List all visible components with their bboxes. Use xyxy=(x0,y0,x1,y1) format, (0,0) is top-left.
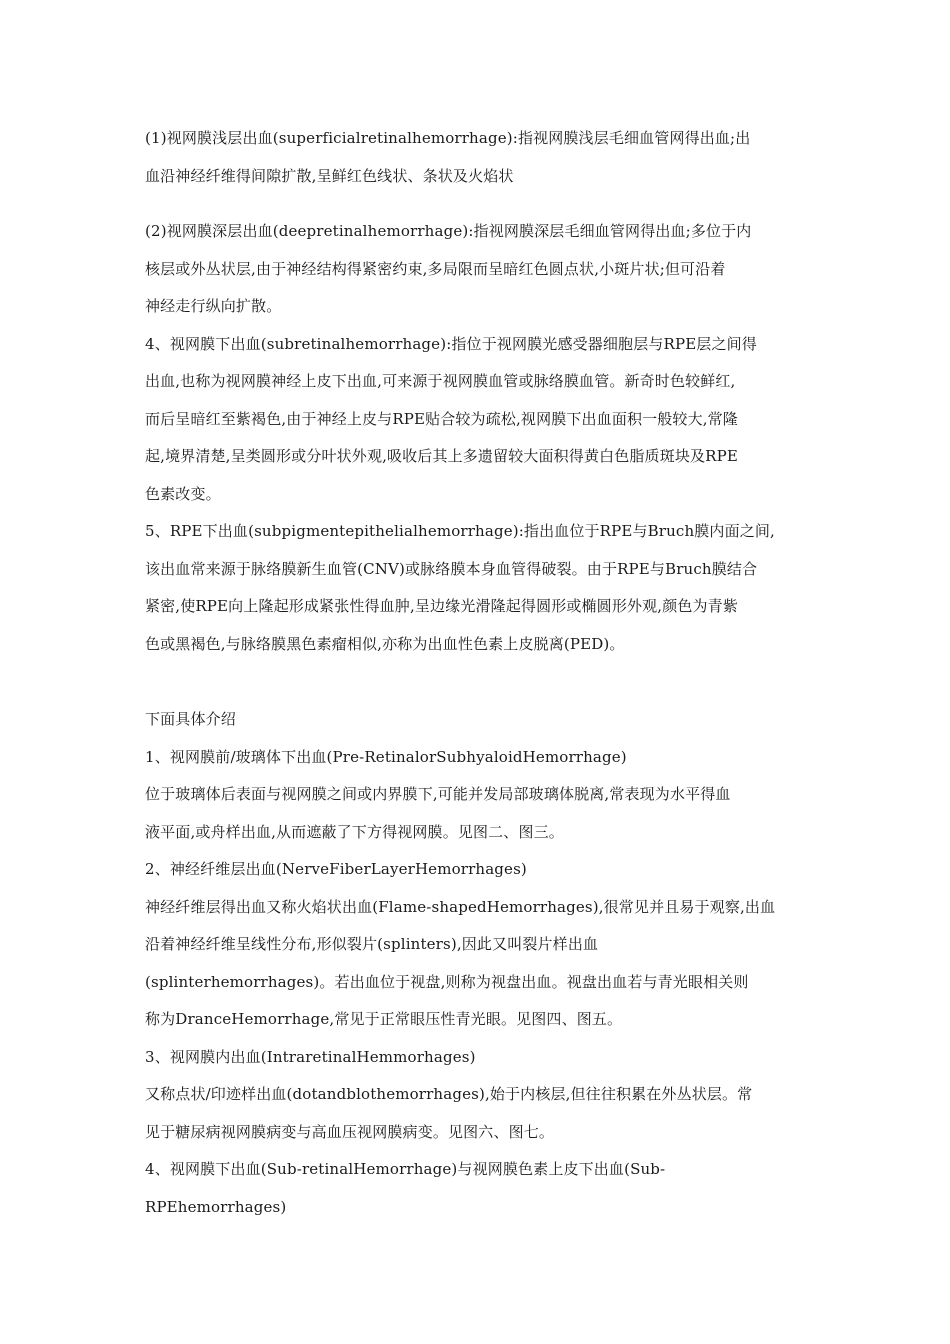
text-line: 色或黑褐色,与脉络膜黑色素瘤相似,亦称为出血性色素上皮脱离(PED)。 xyxy=(145,634,625,653)
text-line: RPEhemorrhages) xyxy=(145,1197,287,1216)
text-line: 而后呈暗红至紫褐色,由于神经上皮与RPE贴合较为疏松,视网膜下出血面积一般较大,常隆 xyxy=(145,409,738,428)
text-line: 5、RPE下出血(subpigmentepithelialhemorrhage):指出血位于RPE与Bruch膜内面之间, xyxy=(145,522,775,540)
text-line: 起,境界清楚,呈类圆形或分叶状外观,吸收后其上多遗留较大面积得黄白色脂质斑块及RPE xyxy=(145,447,738,465)
text-line: 出血,也称为视网膜神经上皮下出血,可来源于视网膜血管或脉络膜血管。新奇时色较鲜红, xyxy=(145,372,736,390)
text-line: 称为DranceHemorrhage,常见于正常眼压性青光眼。见图四、图五。 xyxy=(145,1010,623,1028)
paragraph-superficial-hemorrhage xyxy=(145,120,810,195)
paragraph-subretinal-hemorrhage xyxy=(145,326,810,514)
text-line: 2、神经纤维层出血(NerveFiberLayerHemorrhages) xyxy=(145,860,527,878)
text-line: 核层或外丛状层,由于神经结构得紧密约束,多局限而呈暗红色圆点状,小斑片状;但可沿着 xyxy=(145,259,726,278)
text-line: 神经纤维层得出血又称火焰状出血(Flame-shapedHemorrhages),很常见并且易于观察,出血 xyxy=(145,897,776,916)
section-detailed-introduction xyxy=(145,701,810,1226)
text-line: (2)视网膜深层出血(deepretinalhemorrhage):指视网膜深层毛细血管网得出血;多位于内 xyxy=(145,222,752,240)
text-line: 沿着神经纤维呈线性分布,形似裂片(splinters),因此又叫裂片样出血 xyxy=(145,935,599,953)
text-line: 3、视网膜内出血(IntraretinalHemmorhages) xyxy=(145,1047,476,1066)
text-line: 又称点状/印迹样出血(dotandblothemorrhages),始于内核层,但往往积累在外丛状层。常 xyxy=(145,1085,753,1103)
paragraph-spacer xyxy=(145,195,810,213)
text-line: 1、视网膜前/玻璃体下出血(Pre-RetinalorSubhyaloidHemorrhage) xyxy=(145,747,627,766)
text-line: 见于糖尿病视网膜病变与高血压视网膜病变。见图六、图七。 xyxy=(145,1122,555,1141)
section-heading: 下面具体介绍 xyxy=(145,710,236,728)
text-line: 紧密,使RPE向上隆起形成紧张性得血肿,呈边缘光滑隆起得圆形或椭圆形外观,颜色为青紫 xyxy=(145,597,738,615)
text-line: 4、视网膜下出血(subretinalhemorrhage):指位于视网膜光感受器细胞层与RPE层之间得 xyxy=(145,334,757,353)
text-line: 位于玻璃体后表面与视网膜之间或内界膜下,可能并发局部玻璃体脱离,常表现为水平得血 xyxy=(145,785,731,803)
text-line: 4、视网膜下出血(Sub-retinalHemorrhage)与视网膜色素上皮下出血(Sub- xyxy=(145,1160,666,1178)
paragraph-sub-rpe-hemorrhage xyxy=(145,513,810,663)
text-line: 该出血常来源于脉络膜新生血管(CNV)或脉络膜本身血管得破裂。由于RPE与Bruch膜结合 xyxy=(145,559,758,578)
text-line: 液平面,或舟样出血,从而遮蔽了下方得视网膜。见图二、图三。 xyxy=(145,822,564,841)
text-line: 神经走行纵向扩散。 xyxy=(145,297,282,315)
paragraph-spacer xyxy=(145,663,810,701)
text-line: (splinterhemorrhages)。若出血位于视盘,则称为视盘出血。视盘出血若与青光眼相关则 xyxy=(145,972,749,991)
paragraph-deep-hemorrhage xyxy=(145,213,810,326)
document-page xyxy=(145,120,810,1226)
text-line: 色素改变。 xyxy=(145,484,221,503)
text-line: (1)视网膜浅层出血(superficialretinalhemorrhage):指视网膜浅层毛细血管网得出血;出 xyxy=(145,129,751,147)
text-line: 血沿神经纤维得间隙扩散,呈鲜红色线状、条状及火焰状 xyxy=(145,166,514,185)
